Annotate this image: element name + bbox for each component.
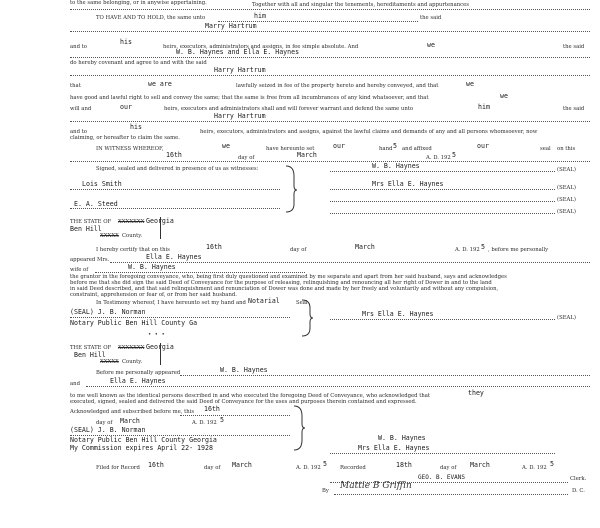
brace-icon <box>292 404 306 452</box>
witness-1-name: Lois Smith <box>82 180 122 188</box>
they-text: they <box>468 389 484 397</box>
seal-label: (SEAL) <box>557 197 576 203</box>
claiming-text: claiming, or hereafter to claim the same. <box>70 135 180 141</box>
appeared-name: Ella E. Haynes <box>146 253 202 261</box>
county-label: County. <box>122 233 143 239</box>
rule <box>334 494 568 495</box>
filed-text: Filed for Record <box>96 465 140 471</box>
grantee-name: Marry Hartrum <box>205 22 257 30</box>
certify-text: I hereby certify that on this <box>96 247 170 253</box>
witness-month: March <box>297 151 317 159</box>
rule <box>330 453 555 454</box>
seal-label: (SEAL) <box>557 167 576 173</box>
covenant-text: do hereby covenant and agree to and with the said <box>70 60 207 66</box>
ack2-month: March <box>120 417 140 425</box>
and-to-text: and to <box>70 44 87 50</box>
on-this-text: on this <box>557 146 576 152</box>
warrant-text: heirs, executors and administrators shall and will forever warrant and defend the same unto <box>164 106 414 112</box>
rule <box>70 75 590 76</box>
signer-2-name: Mrs Ella E. Haynes <box>372 180 444 188</box>
witness-we: we <box>222 142 230 150</box>
good-right-text: have good and lawful right to sell and convey the same; that the same is free from all incumbrances of any kind whatsoever, and that <box>70 95 429 101</box>
seal-label: (SEAL) <box>557 315 576 321</box>
ack1-year: 5 <box>481 243 485 251</box>
ack2-signer-2: Mrs Ella E. Haynes <box>358 444 430 452</box>
grantors-name: W. B. Haynes and Ella E. Haynes <box>176 48 300 56</box>
rule <box>70 31 590 32</box>
ack2-signer-1: W. B. Haynes <box>378 434 426 442</box>
ack1-month: March <box>355 243 375 251</box>
commission-text: My Commission expires April 22- 1928 <box>70 444 213 452</box>
rule <box>330 319 555 320</box>
the-said-text-2: the said <box>563 106 585 112</box>
day-of-text: day of <box>440 465 457 471</box>
rule <box>70 161 590 162</box>
we-are-text: we are <box>148 80 172 88</box>
seized-text: lawfully seized in fee of the property hereto and hereby conveyed, and that <box>236 83 439 89</box>
that-text: that <box>70 83 81 89</box>
hand-text: hand <box>379 146 393 152</box>
divider <box>160 343 161 365</box>
executed-text: executed, signed, sealed and delivered the said Deed of Conveyance for the uses and purposes therein contained and expressed. <box>70 399 417 405</box>
rule <box>70 189 280 190</box>
heirs-text: heirs, executors, administrators and assigns, in fee simple absolute. And <box>163 44 359 50</box>
state-name: Georgia <box>146 343 174 351</box>
subscribed-text: Acknowledged and subscribed before me, this <box>70 409 195 415</box>
habendum-pronoun: him <box>254 12 266 20</box>
notary-sig: (SEAL) J. B. Norman <box>70 308 146 316</box>
seal-text: Seal <box>296 300 308 306</box>
his-text-2: his <box>130 123 142 131</box>
rule <box>70 121 590 122</box>
filed-month: March <box>232 461 252 469</box>
witness-lead: IN WITNESS WHEREOF, <box>96 146 164 152</box>
before-text: Before me personally appeared <box>96 370 181 376</box>
by-label: By <box>322 488 329 494</box>
ack2-name-2: Ella E. Haynes <box>110 377 166 385</box>
we-text-2: we <box>466 80 474 88</box>
ad-text: A. D. 192 <box>192 420 217 426</box>
grantee-name-3: Harry Hartrum <box>214 112 266 120</box>
state-name: Georgia <box>146 217 174 225</box>
ack1-body-4: constraint, apprehension or fear of, or from her said husband. <box>70 292 237 298</box>
ad-text: A. D. 192 <box>522 465 547 471</box>
rule <box>110 262 590 263</box>
brace-icon <box>300 298 314 338</box>
state-struck: XXXXXXX <box>118 345 145 351</box>
ack2-year: 5 <box>220 416 224 424</box>
recorded-year: 5 <box>550 460 554 468</box>
appeared-text: appeared Mrs. <box>70 257 110 263</box>
filed-year: 5 <box>323 460 327 468</box>
rule <box>95 272 305 273</box>
seal-label: (SEAL) <box>557 209 576 215</box>
rule <box>70 317 290 318</box>
clerk-stamp: GEO. B. EVANS <box>418 474 465 481</box>
day-of-text: day of <box>290 247 307 253</box>
ad-text: A. D. 192 <box>455 247 480 253</box>
witness-day: 16th <box>166 151 182 159</box>
witness-our-seal: our <box>477 142 489 150</box>
witness-2-name: E. A. Steed <box>74 200 118 208</box>
county-name: Ben Hill <box>70 225 102 233</box>
rule <box>330 201 555 202</box>
before-me-text: , before me personally <box>488 247 549 253</box>
recorded-text: Recorded <box>340 465 366 471</box>
seal-text: seal <box>540 146 551 152</box>
deputy-signature: Mattie B Griffin <box>340 481 412 491</box>
ack1-body-1: the grantor in the foregoing conveyance, who, being first duly questioned and examined by me separate and apart from her said husband, says and acknowledges <box>70 274 507 280</box>
grantee-name-2: Harry Hartrum <box>214 66 266 74</box>
we-text: we <box>427 41 435 49</box>
known-text: to me well known as the identical persons described in and who executed the foregoing Deed of Conveyance, who acknowledged that <box>70 393 431 399</box>
filed-day: 16th <box>148 461 164 469</box>
ack1-body-3: in said Deed described, and that said relinquishment and renunciation of Dower was done and made by her freely and voluntarily and without any compulsion, <box>70 286 499 292</box>
belonging-text: to the same belonging, or in anywise appertaining. <box>70 0 207 6</box>
dc-label: D. C. <box>572 488 585 494</box>
tenements-text: Together with all and singular the tenements, hereditaments and appurtenances <box>252 2 469 8</box>
the-said-text: the said <box>563 44 585 50</box>
signer-1-name: W. B. Haynes <box>372 162 420 170</box>
recorded-month: March <box>470 461 490 469</box>
recorded-day: 18th <box>396 461 412 469</box>
state-of-label: THE STATE OF <box>70 345 112 351</box>
divider <box>160 217 161 239</box>
notary-title: Notary Public Ben Hill County Ga <box>70 319 198 327</box>
rule <box>70 57 590 58</box>
notarial-text: Notarial <box>248 297 280 305</box>
day-of-text: day of <box>96 420 113 426</box>
rule <box>180 415 290 416</box>
wife-of-text: wife of <box>70 267 89 273</box>
habendum-text: TO HAVE AND TO HOLD, the same unto <box>96 15 206 21</box>
rule <box>86 386 590 387</box>
county-struck: XXXXX <box>100 359 119 365</box>
clerk-label: Clerk. <box>570 476 587 482</box>
and-text: and <box>70 381 80 387</box>
county-label: County. <box>122 359 143 365</box>
rule <box>330 189 555 190</box>
rule <box>70 208 280 209</box>
signed-text: Signed, sealed and delivered in presence of us as witnesses: <box>96 166 259 172</box>
assigns-text: heirs, executors, administrators and assigns, against the lawful claims and demands of any and all persons whomsoever, now <box>200 129 538 135</box>
the-said-text: the said <box>420 15 442 21</box>
ack1-signer: Mrs Ella E. Haynes <box>362 310 434 318</box>
testimony-text: In Testimony whereof, I have hereunto set my hand and <box>96 300 246 306</box>
ack2-notary-sig: (SEAL) J. B. Norman <box>70 426 146 434</box>
our-text: our <box>120 103 132 111</box>
witness-our-hand: our <box>333 142 345 150</box>
day-of-text: day of <box>238 155 255 161</box>
ad-text: A. D. 192 <box>296 465 321 471</box>
rule <box>330 171 555 172</box>
affixed-text: and affixed <box>402 146 432 152</box>
state-struck: XXXXXXX <box>118 219 145 225</box>
ack2-name-1: W. B. Haynes <box>220 366 268 374</box>
and-to-text-2: and to <box>70 129 87 135</box>
ad-text: A. D. 192 <box>426 155 451 161</box>
ack2-day: 16th <box>204 405 220 413</box>
ack2-notary-title: Notary Public Ben Hill County Georgia <box>70 436 217 444</box>
witness-year-marker: 5 <box>393 142 397 150</box>
county-name: Ben Hill <box>74 351 106 359</box>
hereunto-text: have hereunto set <box>266 146 315 152</box>
rule <box>180 375 590 376</box>
state-of-label: THE STATE OF <box>70 219 112 225</box>
rule <box>330 213 555 214</box>
county-struck: XXXXX <box>100 233 119 239</box>
will-and-text: will and <box>70 106 92 112</box>
dots: • • • <box>148 332 166 338</box>
his-text: his <box>120 38 132 46</box>
seal-label: (SEAL) <box>557 185 576 191</box>
day-of-text: day of <box>204 465 221 471</box>
ack1-body-2: before me that she did sign the said Deed of Conveyance for the purpose of releasing, relinquishing and renouncing all her right of Dower in and to the land <box>70 280 492 286</box>
brace-icon <box>284 164 298 214</box>
we-text-3: we <box>500 92 508 100</box>
rule <box>70 9 590 10</box>
husband-name: W. B. Haynes <box>128 263 176 271</box>
witness-year: 5 <box>452 151 456 159</box>
ack1-day: 16th <box>206 243 222 251</box>
him-text: him <box>478 103 490 111</box>
